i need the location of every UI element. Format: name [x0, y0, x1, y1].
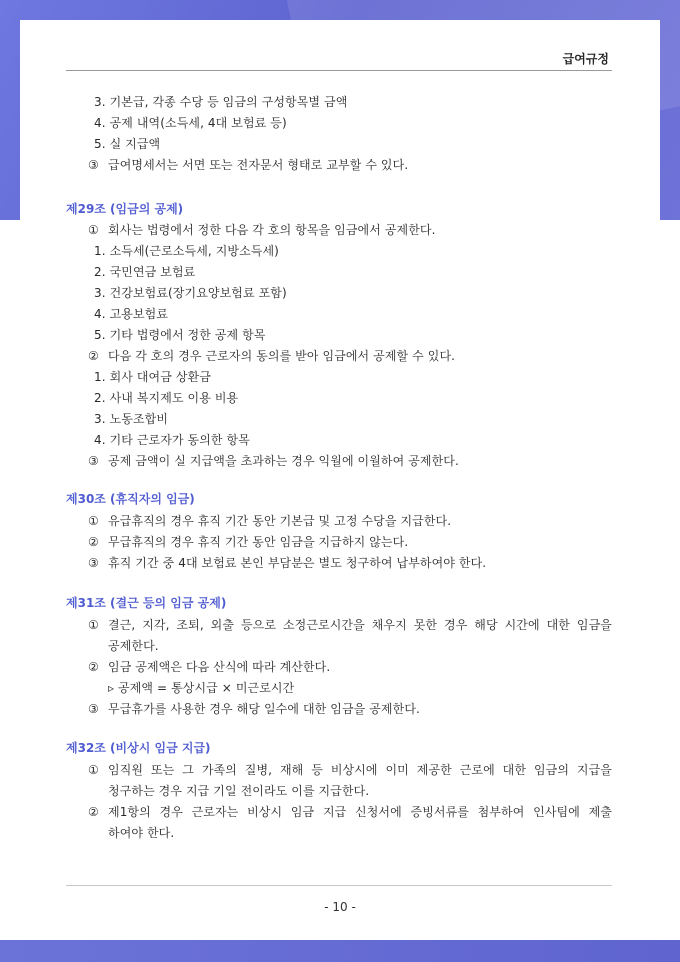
paragraph-text-continued: 하여야 한다.	[108, 826, 175, 840]
paragraph-marker: ③	[88, 454, 99, 468]
background-bottom	[0, 940, 680, 962]
list-item: 2. 사내 복지제도 이용 비용	[94, 391, 239, 405]
paragraph-text: 결근, 지각, 조퇴, 외출 등으로 소정근로시간을 채우지 못한 경우 해당 시간에 대한 임금을	[108, 618, 612, 632]
paragraph-marker: ①	[88, 618, 99, 632]
paragraph-text: 무급휴직의 경우 휴직 기간 동안 임금을 지급하지 않는다.	[108, 535, 409, 549]
document-page	[20, 20, 660, 940]
paragraph-text: 회사는 법령에서 정한 다음 각 호의 항목을 임금에서 공제한다.	[108, 223, 436, 237]
list-item: 3. 기본급, 각종 수당 등 임금의 구성항목별 금액	[94, 95, 348, 109]
article-29-title: 제29조 (임금의 공제)	[66, 202, 184, 216]
paragraph-marker: ②	[88, 349, 99, 363]
list-item: 4. 기타 근로자가 동의한 항목	[94, 433, 250, 447]
paragraph-text: 제1항의 경우 근로자는 비상시 임금 지급 신청서에 증빙서류를 첨부하여 인사팀에 제출	[108, 805, 612, 819]
list-item: 1. 소득세(근로소득세, 지방소득세)	[94, 244, 279, 258]
paragraph-text-continued: 공제한다.	[108, 639, 159, 653]
paragraph-marker: ①	[88, 763, 99, 777]
paragraph-text: 무급휴가를 사용한 경우 해당 일수에 대한 임금을 공제한다.	[108, 702, 420, 716]
paragraph-marker: ①	[88, 223, 99, 237]
page-number: - 10 -	[324, 900, 356, 914]
paragraph-text: 유급휴직의 경우 휴직 기간 동안 기본급 및 고정 수당을 지급한다.	[108, 514, 452, 528]
paragraph-text: 공제 금액이 실 지급액을 초과하는 경우 익월에 이월하여 공제한다.	[108, 454, 459, 468]
header-divider	[66, 70, 612, 71]
list-item: 2. 국민연금 보험료	[94, 265, 196, 279]
paragraph-text: 급여명세서는 서면 또는 전자문서 형태로 교부할 수 있다.	[108, 158, 409, 172]
paragraph-marker: ②	[88, 805, 99, 819]
article-30-title: 제30조 (휴직자의 임금)	[66, 492, 195, 506]
list-item: 4. 고용보험료	[94, 307, 169, 321]
paragraph-text: 임금 공제액은 다음 산식에 따라 계산한다.	[108, 660, 331, 674]
paragraph-marker: ②	[88, 660, 99, 674]
list-item: 4. 공제 내역(소득세, 4대 보험료 등)	[94, 116, 287, 130]
footer-divider	[66, 885, 612, 886]
paragraph-marker: ③	[88, 702, 99, 716]
paragraph-marker: ③	[88, 158, 99, 172]
paragraph-text: 임직원 또는 그 가족의 질병, 재해 등 비상시에 이미 제공한 근로에 대한 임금의 지급을	[108, 763, 612, 777]
article-32-title: 제32조 (비상시 임금 지급)	[66, 741, 211, 755]
list-item: 1. 회사 대여금 상환금	[94, 370, 211, 384]
list-item: 3. 노동조합비	[94, 412, 169, 426]
paragraph-text: 다음 각 호의 경우 근로자의 동의를 받아 임금에서 공제할 수 있다.	[108, 349, 456, 363]
list-item: 5. 실 지급액	[94, 137, 161, 151]
formula: ▹ 공제액 = 통상시급 × 미근로시간	[108, 681, 295, 695]
article-31-title: 제31조 (결근 등의 임금 공제)	[66, 596, 227, 610]
list-item: 5. 기타 법령에서 정한 공제 항목	[94, 328, 266, 342]
paragraph-text: 휴직 기간 중 4대 보험료 본인 부담분은 별도 청구하여 납부하여야 한다.	[108, 556, 487, 570]
paragraph-marker: ②	[88, 535, 99, 549]
paragraph-text-continued: 청구하는 경우 지급 기일 전이라도 이를 지급한다.	[108, 784, 370, 798]
list-item: 3. 건강보험료(장기요양보험료 포함)	[94, 286, 287, 300]
paragraph-marker: ①	[88, 514, 99, 528]
header-title: 급여규정	[562, 52, 609, 66]
paragraph-marker: ③	[88, 556, 99, 570]
